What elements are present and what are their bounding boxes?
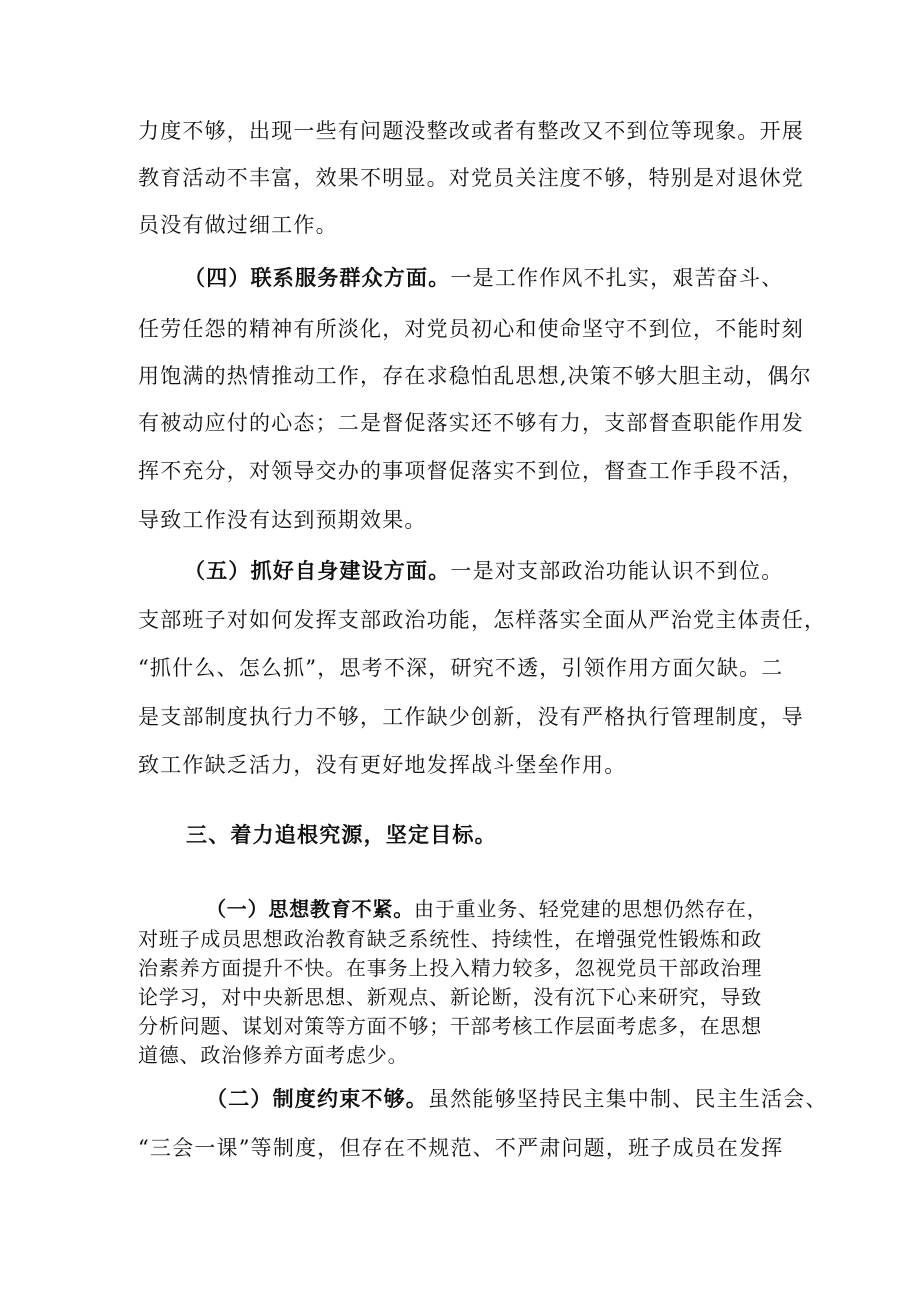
paragraph-line: 员没有做过细工作。 (138, 213, 338, 237)
paragraph-line: 分析问题、谋划对策等方面不够；干部考核工作层面考虑多，在思想 (138, 1014, 762, 1038)
paragraph-text: 由于重业务、轻党建的思想仍然存在， (414, 897, 768, 921)
paragraph-line: 论学习，对中央新思想、新观点、新论断，没有沉下心来研究，导致 (138, 985, 762, 1009)
paragraph-line: 致工作缺乏活力，没有更好地发挥战斗堡垒作用。 (138, 753, 627, 777)
paragraph-line: “抓什么、怎么抓”，思考不深，研究不透，引领作用方面欠缺。二 (138, 656, 784, 680)
paragraph-line: 任劳任怨的精神有所淡化，对党员初心和使命坚守不到位，不能时刻 (138, 317, 804, 341)
paragraph-first-line (206, 1085, 828, 1113)
paragraph-first-line (184, 557, 783, 585)
paragraph-line: 挥不充分，对领导交办的事项督促落实不到位，督查工作手段不活， (138, 459, 804, 483)
paragraph-line: 教育活动不丰富，效果不明显。对党员关注度不够，特别是对退休党 (138, 166, 804, 190)
paragraph-line: 是支部制度执行力不够，工作缺少创新，没有严格执行管理制度，导 (138, 705, 804, 729)
paragraph-heading: （一）思想教育不紧。 (206, 897, 414, 921)
paragraph-first-line (184, 264, 783, 292)
paragraph-line: 有被动应付的心态；二是督促落实还不够有力，支部督查职能作用发 (138, 411, 804, 435)
paragraph-line: 道德、政治修养方面考虑少。 (138, 1043, 409, 1067)
paragraph-text: 虽然能够坚持民主集中制、民主生活会、 (428, 1087, 828, 1111)
paragraph-text: 一是工作作风不扎实，艰苦奋斗、 (450, 266, 784, 290)
section-heading: 三、着力追根究源，坚定目标。 (186, 822, 497, 847)
paragraph-heading: （五）抓好自身建设方面。 (184, 558, 451, 583)
paragraph-line: 力度不够，出现一些有问题没整改或者有整改又不到位等现象。开展 (138, 119, 804, 143)
paragraph-first-line (206, 896, 768, 922)
paragraph-line: 支部班子对如何发挥支部政治功能，怎样落实全面从严治党主体责任， (138, 608, 827, 632)
paragraph-heading: （四）联系服务群众方面。 (184, 265, 451, 290)
paragraph-line: 对班子成员思想政治教育缺乏系统性、持续性，在增强党性锻炼和政 (138, 927, 762, 951)
paragraph-text: 一是对支部政治功能认识不到位。 (450, 559, 784, 583)
paragraph-line: 导致工作没有达到预期效果。 (138, 508, 427, 532)
paragraph-line: “三会一课”等制度，但存在不规范、不严肃问题，班子成员在发挥 (138, 1136, 784, 1160)
paragraph-line: 用饱满的热情推动工作，存在求稳怕乱思想,决策不够大胆主动，偶尔 (138, 364, 812, 388)
paragraph-heading: （二）制度约束不够。 (206, 1086, 428, 1111)
paragraph-line: 治素养方面提升不快。在事务上投入精力较多，忽视党员干部政治理 (138, 956, 762, 980)
